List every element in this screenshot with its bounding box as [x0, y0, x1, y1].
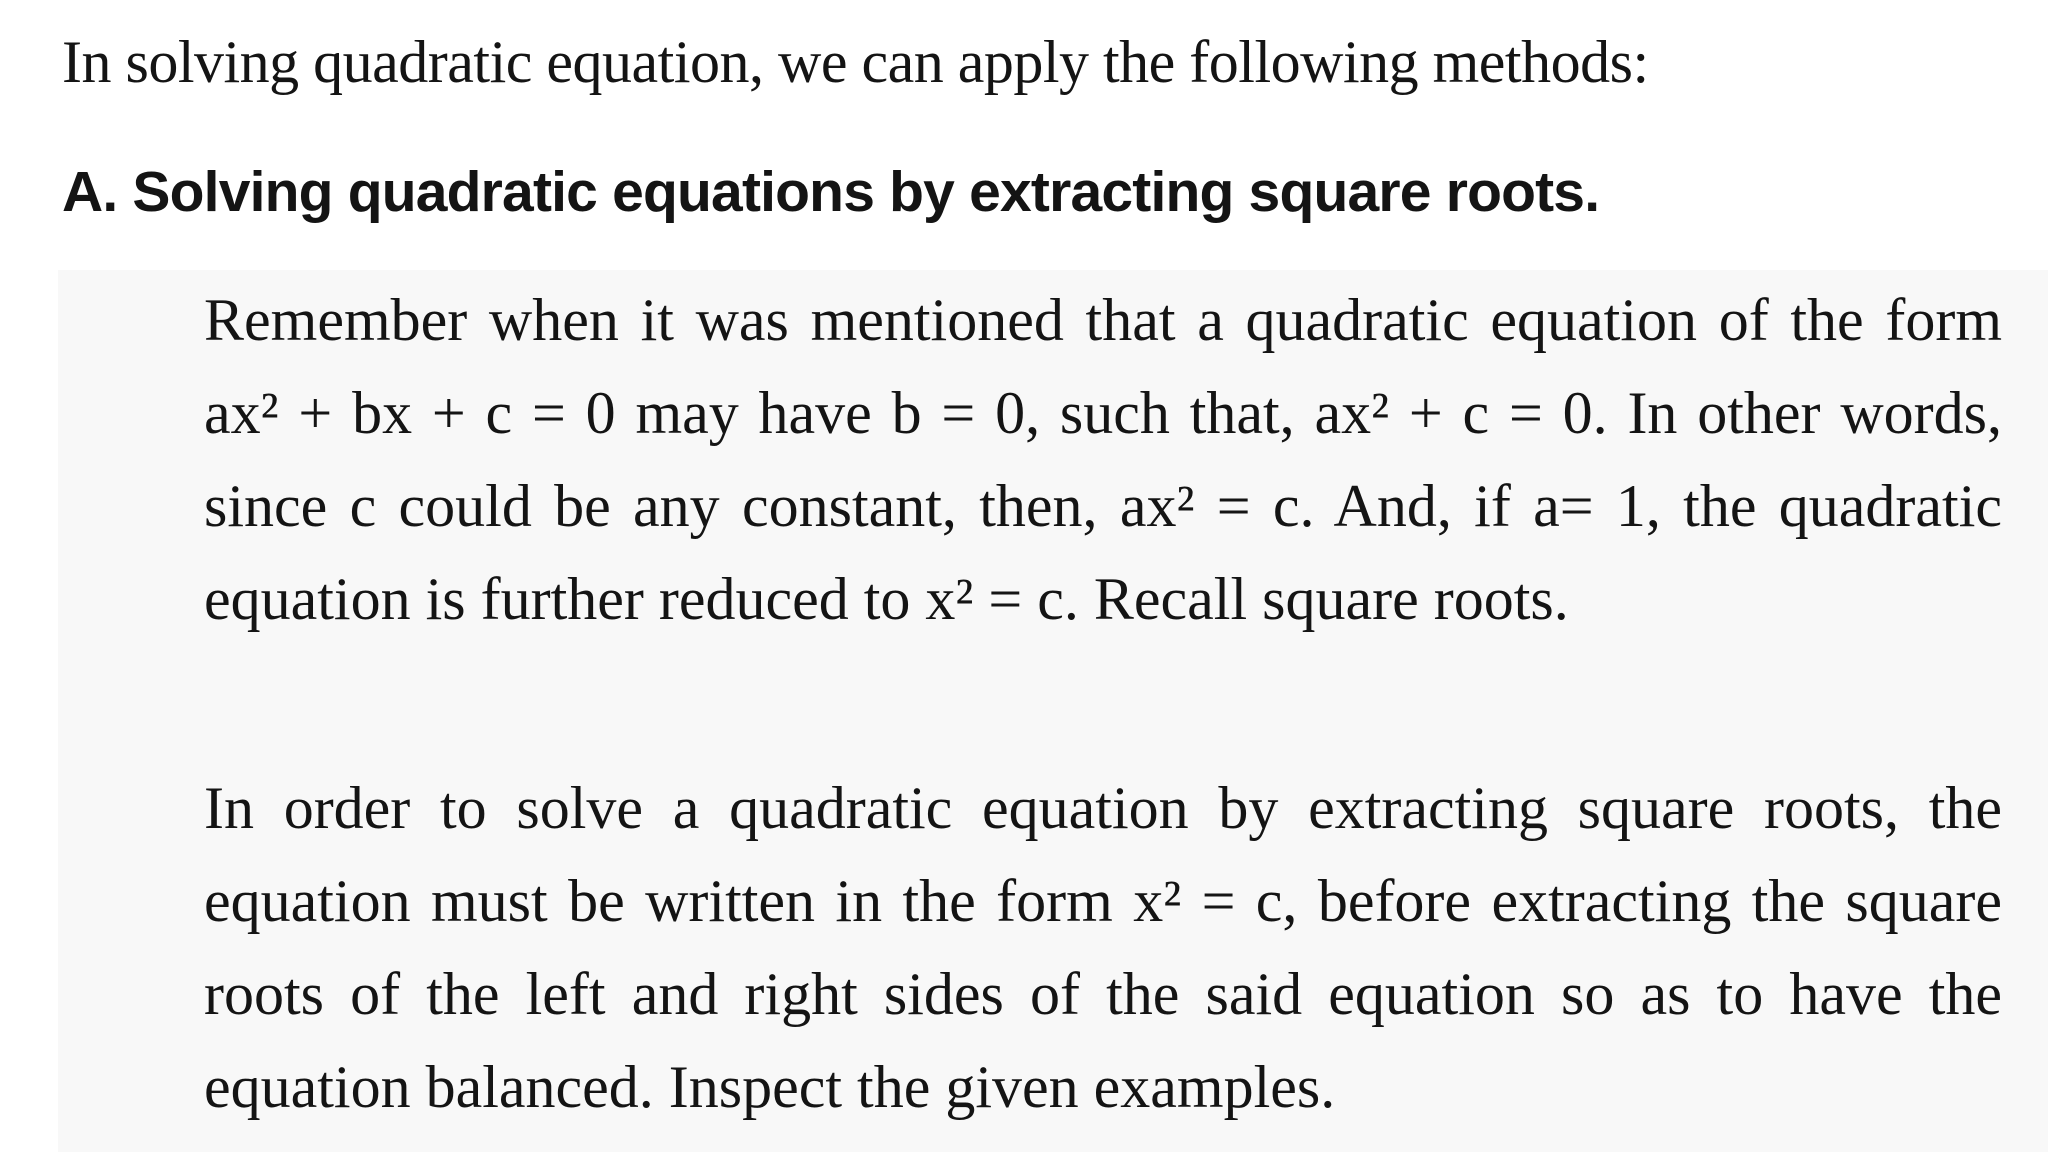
paragraph-line: roots of the left and right sides of the said equation so as to have the — [204, 961, 2002, 1027]
paragraph-extracting-square-roots-procedure — [204, 762, 2002, 1134]
paragraph-line: equation must be written in the form x² = c, before extracting the square — [204, 868, 2002, 934]
paragraph-line: ax² + bx + c = 0 may have b = 0, such that, ax² + c = 0. In other words, — [204, 380, 2002, 446]
paragraph-line: since c could be any constant, then, ax² = c. And, if a= 1, the quadratic — [204, 473, 2002, 539]
paragraph-extracting-square-roots-intro — [204, 274, 2002, 646]
paragraph-line: In order to solve a quadratic equation by extracting square roots, the — [204, 775, 2002, 841]
intro-text: In solving quadratic equation, we can apply the following methods: — [62, 29, 1649, 95]
section-heading: A. Solving quadratic equations by extracting square roots. — [62, 160, 1600, 224]
paragraph-line: equation is further reduced to x² = c. Recall square roots. — [204, 566, 1569, 632]
paragraph-line: Remember when it was mentioned that a quadratic equation of the form — [204, 287, 2002, 353]
paragraph-line: equation balanced. Inspect the given examples. — [204, 1054, 1336, 1120]
